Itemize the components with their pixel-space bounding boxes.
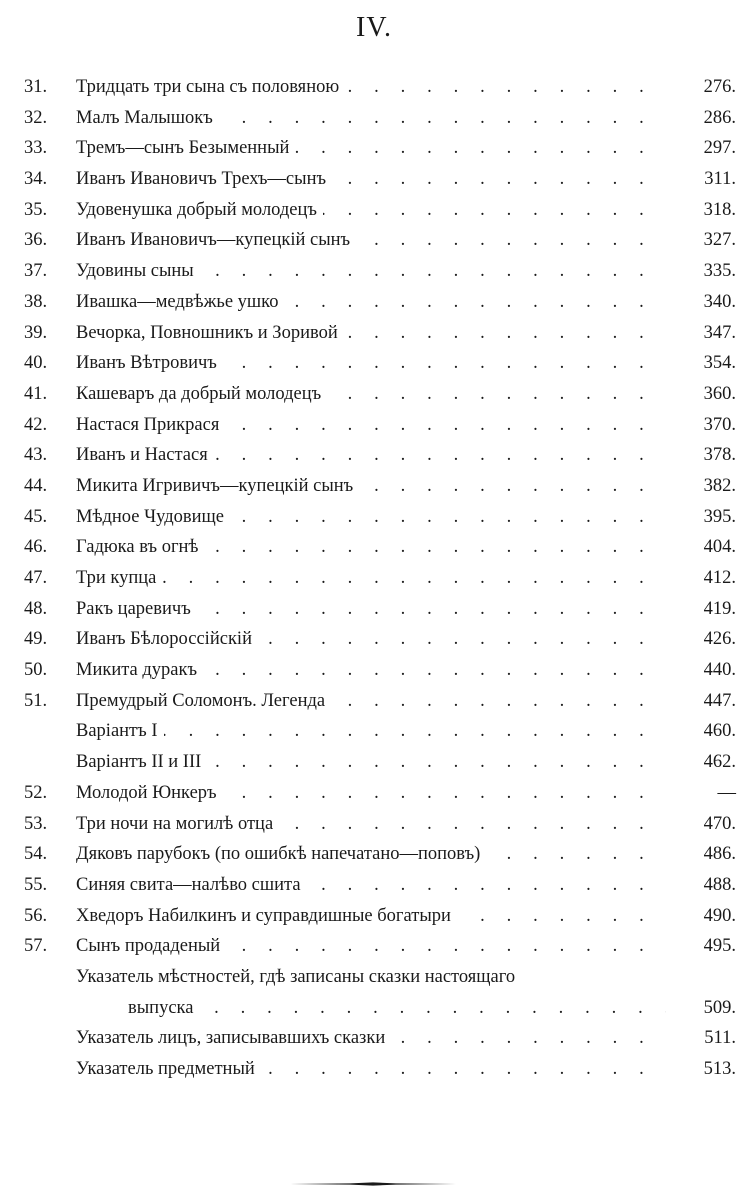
toc-entry	[24, 195, 736, 226]
entry-page: 440.	[703, 660, 736, 681]
page-number: IV.	[356, 12, 392, 43]
toc-entry	[24, 931, 736, 962]
entry-number: 38.	[24, 291, 48, 312]
toc-entry	[24, 502, 736, 533]
toc-variant-entry	[24, 716, 736, 747]
entry-title: Сынъ продаденый . .	[76, 931, 666, 962]
toc-entry	[24, 563, 736, 594]
toc-index-entry	[24, 1054, 736, 1085]
entry-title: Хведоръ Набилкинъ и суправдишные богатыри . .	[76, 901, 666, 932]
entry-page: 419.	[703, 598, 736, 619]
toc-variant-entry	[24, 747, 736, 778]
entry-number: 32.	[24, 107, 48, 128]
entry-title: Микита дуракъ . .	[76, 655, 666, 686]
toc-index-entry	[24, 1023, 736, 1054]
toc-entry	[24, 440, 736, 471]
toc-entry	[24, 133, 736, 164]
entry-number: 39.	[24, 322, 48, 343]
index-page: 509.	[703, 997, 736, 1018]
toc-entry	[24, 318, 736, 349]
entry-page: 490.	[703, 905, 736, 926]
toc-index-entry	[24, 962, 736, 993]
toc-entry	[24, 410, 736, 441]
toc-entry	[24, 72, 736, 103]
toc-entry	[24, 348, 736, 379]
entry-page: 347.	[703, 322, 736, 343]
entry-page: 370.	[703, 414, 736, 435]
entry-page: 412.	[703, 568, 736, 588]
toc-entry	[24, 256, 736, 287]
entry-title: Синяя свита—налѣво сшита . .	[76, 870, 666, 901]
toc-entry	[24, 686, 736, 717]
entry-number: 36.	[24, 230, 48, 251]
entry-page: 327.	[703, 230, 736, 251]
entry-page: 488.	[703, 874, 736, 895]
entry-title: Удовины сыны . .	[76, 256, 666, 287]
entry-page: 470.	[703, 813, 736, 834]
entry-page: 286.	[703, 107, 736, 128]
entry-title: Иванъ Вѣтровичъ . .	[76, 348, 666, 379]
entry-number: 35.	[24, 199, 48, 220]
entry-page: —	[717, 782, 736, 803]
entry-number: 53.	[24, 813, 48, 834]
entry-number: 44.	[24, 475, 48, 496]
entry-page: 297.	[703, 138, 736, 159]
entry-title: Настася Прикрася . .	[76, 410, 666, 441]
entry-number: 45.	[24, 506, 48, 527]
index-title: выпуска . .	[128, 993, 666, 1024]
entry-title: Тремъ—сынъ Безыменный . .	[76, 133, 666, 164]
toc-entry	[24, 379, 736, 410]
entry-title: Тридцать три сына съ половяною . .	[76, 72, 666, 103]
entry-number: 47.	[24, 568, 48, 588]
entry-page: 318.	[703, 199, 736, 220]
entry-page: 460.	[703, 721, 736, 742]
entry-number: 55.	[24, 874, 48, 895]
entry-title: Молодой Юнкеръ . .	[76, 778, 666, 809]
entry-number: 31.	[24, 77, 48, 97]
entry-title: Иванъ Бѣлороссійскій . .	[76, 624, 666, 655]
index-page: 513.	[703, 1059, 736, 1079]
entry-title: Малъ Малышокъ . .	[76, 103, 666, 134]
entry-number: 46.	[24, 537, 48, 558]
toc-entry	[24, 870, 736, 901]
entry-title: Иванъ Ивановичъ Трехъ—сынъ . .	[76, 164, 666, 195]
entry-number: 49.	[24, 629, 48, 650]
toc-entry	[24, 809, 736, 840]
entry-page: 335.	[703, 261, 736, 282]
entry-title: Ракъ царевичъ . .	[76, 594, 666, 625]
entry-number: 34.	[24, 169, 48, 190]
entry-number: 54.	[24, 844, 48, 865]
entry-page: 486.	[703, 844, 736, 865]
entry-number: 51.	[24, 690, 48, 711]
entry-number: 57.	[24, 936, 48, 957]
entry-title: Ивашка—медвѣжье ушко . .	[76, 287, 666, 318]
entry-number: 50.	[24, 660, 48, 681]
toc-entry	[24, 103, 736, 134]
entry-page: 426.	[703, 629, 736, 650]
index-title: Указатель лицъ, записывавшихъ сказки . .	[76, 1023, 666, 1054]
entry-number: 52.	[24, 782, 48, 803]
entry-number: 40.	[24, 353, 48, 374]
toc-entry	[24, 225, 736, 256]
index-page: 511.	[704, 1028, 736, 1049]
entry-title: Три ночи на могилѣ отца . .	[76, 809, 666, 840]
entry-title: Вечорка, Повношникъ и Зоривой . .	[76, 318, 666, 349]
entry-page: 340.	[703, 291, 736, 312]
entry-number: 41.	[24, 383, 48, 404]
entry-page: 447.	[703, 690, 736, 711]
toc-entry	[24, 471, 736, 502]
entry-page: 360.	[703, 383, 736, 404]
toc-entry	[24, 164, 736, 195]
entry-page: 354.	[703, 353, 736, 374]
entry-title: Кашеваръ да добрый молодецъ . .	[76, 379, 666, 410]
entry-number: 42.	[24, 414, 48, 435]
entry-title: Дяковъ парубокъ (по ошибкѣ напечатано—поповъ) . .	[76, 839, 666, 870]
toc-index-entry	[24, 993, 736, 1024]
entry-title: Иванъ Ивановичъ—купецкій сынъ . .	[76, 225, 666, 256]
table-of-contents	[24, 72, 736, 1085]
toc-entry	[24, 624, 736, 655]
entry-page: 495.	[703, 936, 736, 957]
toc-entry	[24, 778, 736, 809]
entry-title: Микита Игривичъ—купецкій сынъ . .	[76, 471, 666, 502]
entry-page: 462.	[703, 752, 736, 773]
toc-entry	[24, 655, 736, 686]
toc-entry	[24, 901, 736, 932]
entry-number: 48.	[24, 598, 48, 619]
entry-page: 404.	[703, 537, 736, 558]
entry-number: 33.	[24, 138, 48, 159]
entry-page: 378.	[703, 445, 736, 466]
entry-page: 276.	[703, 77, 736, 97]
entry-number: 37.	[24, 261, 48, 282]
entry-page: 382.	[703, 475, 736, 496]
entry-page: 395.	[703, 506, 736, 527]
entry-title: Три купца . .	[76, 563, 666, 594]
toc-entry	[24, 594, 736, 625]
entry-number: 43.	[24, 445, 48, 466]
toc-entry	[24, 839, 736, 870]
entry-title: Мѣдное Чудовище . .	[76, 502, 666, 533]
toc-entry	[24, 532, 736, 563]
entry-title: Гадюка въ огнѣ . .	[76, 532, 666, 563]
entry-page: 311.	[704, 169, 736, 190]
index-title: Указатель предметный . .	[76, 1054, 666, 1085]
entry-title: Удовенушка добрый молодецъ . .	[76, 195, 666, 226]
index-title: Указатель мѣстностей, гдѣ записаны сказки настоящаго	[76, 962, 666, 993]
ornamental-divider	[290, 1182, 456, 1186]
entry-number: 56.	[24, 905, 48, 926]
toc-entry	[24, 287, 736, 318]
entry-title: Премудрый Соломонъ. Легенда . .	[76, 686, 666, 717]
entry-title: Иванъ и Настася . .	[76, 440, 666, 471]
entry-title: Варіантъ II и III . .	[76, 747, 666, 778]
entry-title: Варіантъ I . .	[76, 716, 666, 747]
